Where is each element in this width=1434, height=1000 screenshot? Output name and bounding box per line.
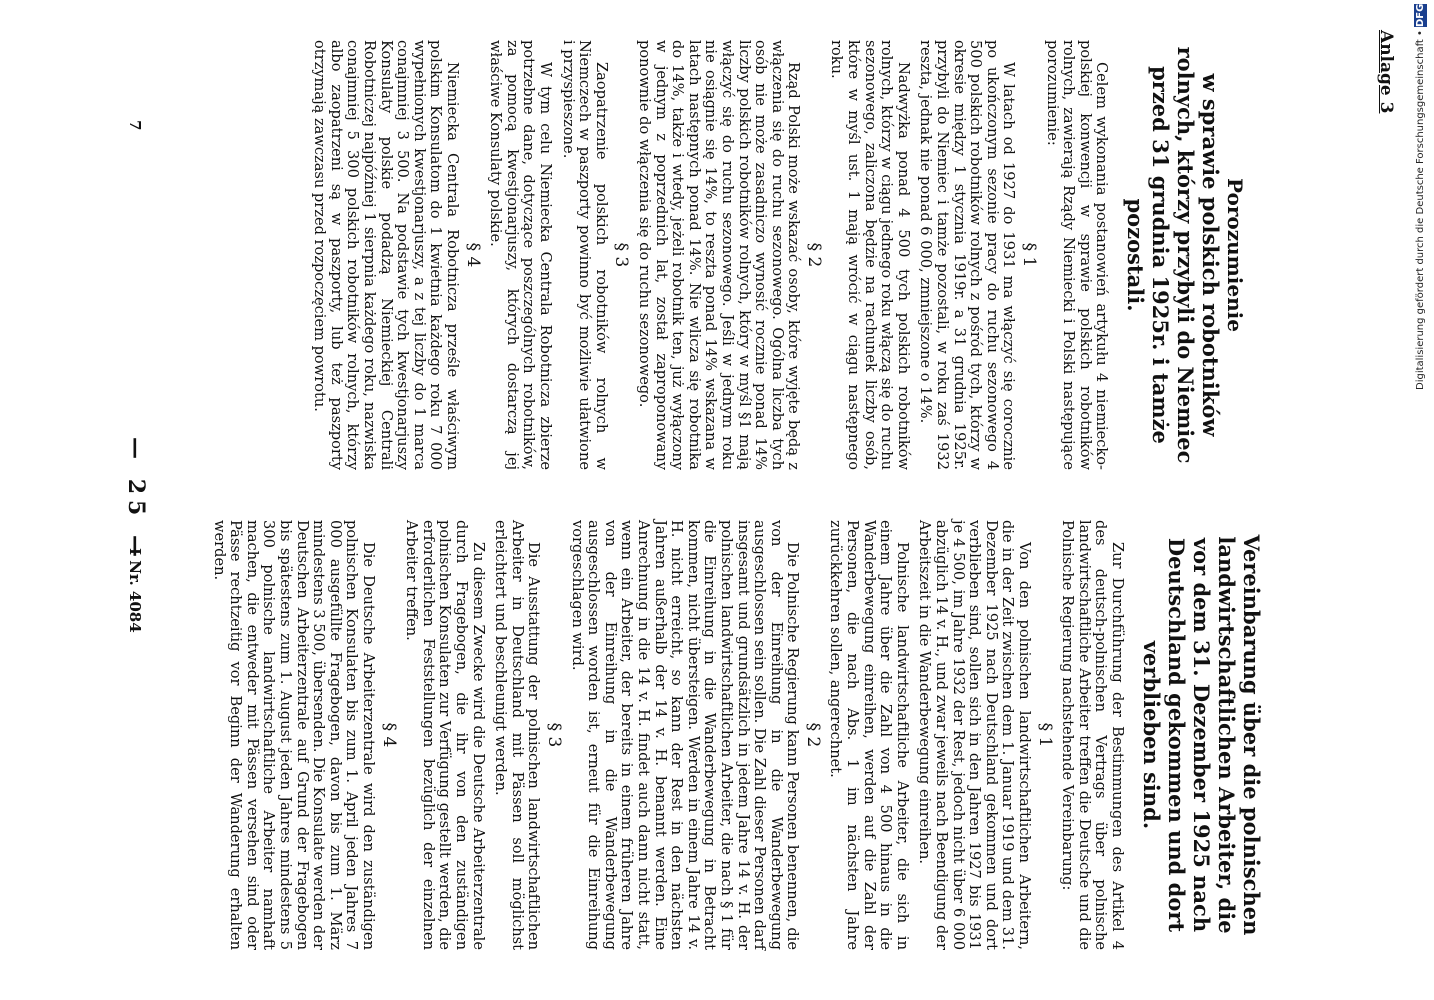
german-s1-p1: Von den polnischen landwirtschaftlichen Arbeitern, die in der Zeit zwischen dem 1. Januar 1919 und dem 31. Dezember 1925 nach Deutschland gekommen und dort verblieben sind, sollen sich in den Jahren 1927 bis 1931 je 4 500, im Jahre 1932 der Rest, jedoch nicht über 6 000 abzüglich 14 v. H., und zwar jeweils nach Beendigung der Arbeitszeit in die Wanderbewegung einreihen. (916, 520, 1034, 950)
anlage-label: Anlage 3 (1376, 30, 1396, 114)
german-footer: I Nr. 4084 (126, 548, 144, 633)
polish-intro: Celem wykonania postanowień artykułu 4 niemiecko-polskiej konwencji w sprawie polskich robotników rolnych, zawierają Rządy Niemiecki i Polski następujące porozumienie: (1043, 40, 1111, 470)
german-s2-heading: § 2 (802, 722, 823, 748)
polish-footer: 7 (126, 120, 144, 131)
polish-s2-heading: § 2 (803, 242, 824, 268)
german-s3-heading: § 3 (544, 722, 564, 748)
german-title: Vereinbarung über die polnischen landwirtschaftlichen Arbeiter, die vor dem 31. Dezember 1925 nach Deutschland gekommen und dort verblieben sind. (1139, 534, 1264, 936)
polish-s2-p1: Rząd Polski może wskazać osoby, które wyjęte będą z włączenia się do ruchu sezonowego. Ogólna liczba tych osób nie może zasadniczo wynosić rocznie ponad 14% liczby polskich robotników rolnych, który w myśl §1 mają włączyć się do ruchu sezonowego. Jeśli w jednym roku nie osiągnie się 14%, to reszta ponad 14% wskazana w latach następnych ponad 14%. Nie wlicza się robotnika do 14%, także i wtedy, jeżeli robotnik ten, już wyłączony w jednym z poprzednich lat, został zaproponowany ponownie do włączenia się do ruchu sezonowego. (635, 40, 803, 470)
polish-title: w sprawie polskich robotników rolnych, którzy przybyli do Niemiec przed 31 grudnia 1925r. i tamże pozostali. (1123, 46, 1224, 464)
german-s2-p1: Die Polnische Regierung kann Personen benennen, die von der Einreihung in die Wanderbewegung ausgeschlossen sein sollen. Die Zahl dieser Personen darf insgesamt und grundsätzlich in jedem Jahre 14 v. H. der polnischen landwirtschaftlichen Arbeiter, die nach § 1 für die Einreihung in die Wanderbewegung in Betracht kommen, nicht übersteigen. Werden in einem Jahre 14 v. H. nicht erreicht, so kann der Rest in den nächsten Jahren außerhalb der 14 v. H. benannt werden. Eine Anrechnung in die 14 v. H. findet auch dann nicht statt, wenn ein Arbeiter, der bereits in einem früheren Jahre von der Einreihung in die Wanderbewegung ausgeschlossen worden ist, erneut für die Einreihung vorgeschlagen wird. (568, 520, 802, 950)
german-intro: Zur Durchführung der Bestimmungen des Artikel 4 des deutsch-polnischen Vertrags über polnische landwirtschaftliche Arbeiter treffen die Deutsche und die Polnische Regierung nachstehende Vereinbarung: (1059, 520, 1126, 950)
german-s1-heading: § 1 (1034, 722, 1055, 748)
polish-s1-p2: Nadwyżka ponad 4 500 tych polskich robotników rolnych, którzy w ciągu jednego roku włączą się do ruchu sezonowego, zaliczona będzie na rachunek liczby osób, które w myśl ust. 1 mają wrócić w ciągu następnego roku. (828, 40, 912, 470)
polish-heading: Porozumienie (1223, 178, 1248, 332)
polish-s1-heading: § 1 (1019, 242, 1040, 268)
page-number: — 25 — (123, 437, 149, 563)
polish-s1-p1: W latach od 1927 do 1931 ma włączyć się corocznie po ukończonym sezonie pracy do ruchu sezonowego 4 500 polskich robotników rolnych z pośród tych, którzy w okresie między 1 stycznia 1919r. a 31 grudnia 1925r. przybyli do Niemiec i tamże pozostali, w roku zaś 1932 reszta, jednak nie ponad 6 000, zmniejszone o 14%. (917, 40, 1018, 470)
polish-s3-p1: Zaopatrzenie polskich robotników rolnych w Niemczech w paszporty powinno być możliwie ułatwione i przyspieszone. (559, 40, 610, 470)
polish-column (305, 30, 1396, 470)
german-s3-p2: Zu diesem Zwecke wird die Deutsche Arbeiterzentrale durch Fragebogen, die ihr von den zuständigen polnischen Konsulaten zur Verfügung gestellt werden, die erforderlichen Feststellungen bezüglich der einzelnen Arbeiter treffen. (403, 520, 487, 950)
german-column (204, 520, 1264, 950)
german-s1-p2: Polnische landwirtschaftliche Arbeiter, die sich in einem Jahre über die Zahl von 4 500 hinaus in die Wanderbewegung einreihen, werden auf die Zahl der Personen, die nach Abs. 1 im nächsten Jahre zurückkehren sollen, angerechnet. (827, 520, 911, 950)
german-s4-heading: § 4 (378, 722, 399, 748)
german-s3-p1: Die Ausstattung der polnischen landwirtschaftlichen Arbeiter in Deutschland mit Pässen soll möglichst erleichtert und beschleunigt werden. (492, 520, 543, 950)
polish-s4-p1: Niemiecka Centrala Robotnicza prześle właściwym polskim Konsulatom do 1 kwietnia każdego roku 7 000 wypełnionych kwestjonarjuszy, a z tej liczby do 1 marca conajmniej 3 500. Na podstawie tych kwestjonarjuszy Konsulaty polskie podadzą Niemieckiej Centrali Robotniczej najpóźniej 1 sierpnia każdego roku, nazwiska conajmniej 5 300 polskich robotników rolnych, którzy albo zaopatrzeni są w paszporty, lub też paszporty otrzymają zawczasu przed rozpoczęciem powrotu. (311, 40, 462, 470)
polish-s4-heading: § 4 (462, 242, 483, 268)
watermark-text: Digitalisierung gefördert durch die Deutsche Forschungsgemeinschaft (1415, 39, 1426, 390)
polish-s3-p2: W tym celu Niemiecka Centrala Robotnicza zbierze potrzebne dane, dotyczące poszczególnych robotników, za pomocą kwestjonarjuszy, których dostarczą jej właściwe Konsulaty polskie. (487, 40, 554, 470)
german-s4-p1: Die Deutsche Arbeiterzentrale wird den zuständigen polnischen Konsulaten bis zum 1. April jeden Jahres 7 000 ausgefüllte Fragebogen, davon bis zum 1. März mindestens 3 500, übersenden. Die Konsulate werden der Deutschen Arbeiterzentrale auf Grund der Fragebogen bis spätestens zum 1. August jeden Jahres mindestens 5 300 polnische landwirtschaftliche Arbeiter namhaft machen, die entweder mit Pässen versehen sind oder Pässe rechtzeitig vor Beginn der Wanderung erhalten werden. (210, 520, 378, 950)
dfg-watermark: Digitalisierung gefördert durch die Deutsche Forschungsgemeinschaft • DFG (1415, 3, 1426, 390)
polish-s3-heading: § 3 (611, 242, 632, 268)
dfg-logo: DFG (1415, 3, 1426, 27)
